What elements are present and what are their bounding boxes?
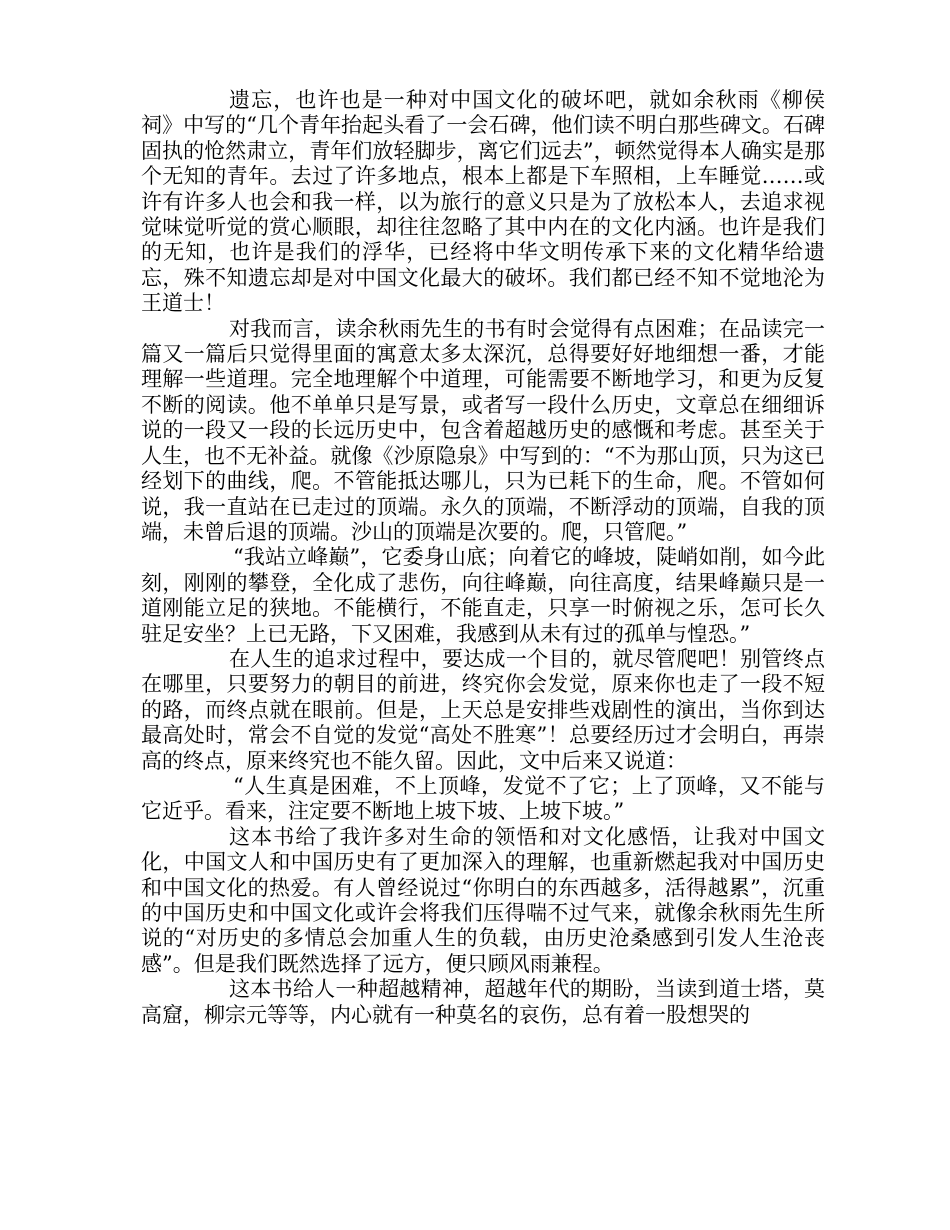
- paragraph-quote-life: “人生真是困难，不上顶峰，发觉不了它；上了顶峰，又不能与它近乎。看来，注定要不断地上坡下坡、上坡下坡。”: [141, 773, 825, 824]
- paragraph-pursuit: 在人生的追求过程中，要达成一个目的，就尽管爬吧！别管终点在哪里，只要努力的朝目的前进，终究你会发觉，原来你也走了一段不短的路，而终点就在眼前。但是，上天总是安排些戏剧性的演出，当你到达最高处时，常会不自觉的发觉“高处不胜寒”！总要经历过才会明白，再崇高的终点，原来终究也不能久留。因此，文中后来又说道：: [141, 646, 825, 773]
- paragraph-forgetting: 遗忘，也许也是一种对中国文化的破坏吧，就如余秋雨《柳侯祠》中写的“几个青年抬起头看了一会石碑，他们读不明白那些碑文。石碑固执的怆然肃立，青年们放轻脚步，离它们远去”，顿然觉得本人确实是那个无知的青年。去过了许多地点，根本上都是下车照相，上车睡觉……或许有许多人也会和我一样，以为旅行的意义只是为了放松本人，去追求视觉味觉听觉的赏心顺眼，却往往忽略了其中内在的文化内涵。也许是我们的无知，也许是我们的浮华，已经将中华文明传承下来的文化精华给遗忘，殊不知遗忘却是对中国文化最大的破坏。我们都已经不知不觉地沦为王道士！: [141, 88, 825, 316]
- paragraph-book-insight: 这本书给了我许多对生命的领悟和对文化感悟，让我对中国文化，中国文人和中国历史有了更加深入的理解，也重新燃起我对中国历史和中国文化的热爱。有人曾经说过“你明白的东西越多，活得越累”，沉重的中国历史和中国文化或许会将我们压得喘不过气来，就像余秋雨先生所说的“对历史的多情总会加重人生的负载，由历史沧桑感到引发人生沧丧感”。但是我们既然选择了远方，便只顾风雨兼程。: [141, 824, 825, 976]
- paragraph-transcendence: 这本书给人一种超越精神，超越年代的期盼，当读到道士塔，莫高窟，柳宗元等等，内心就有一种莫名的哀伤，总有着一股想哭的: [141, 977, 825, 1027]
- paragraph-reading-difficulty: 对我而言，读余秋雨先生的书有时会觉得有点困难；在品读完一篇又一篇后只觉得里面的寓意太多太深沉，总得要好好地细想一番，才能理解一些道理。完全地理解个中道理，可能需要不断地学习，和更为反复不断的阅读。他不单单只是写景，或者写一段什么历史，文章总在细细诉说的一段又一段的长远历史中，包含着超越历史的感慨和考虑。甚至关于人生，也不无补益。就像《沙原隐泉》中写到的：“不为那山顶，只为这已经划下的曲线，爬。不管能抵达哪儿，只为已耗下的生命，爬。不管如何说，我一直站在已走过的顶端。永久的顶端，不断浮动的顶端，自我的顶端，未曾后退的顶端。沙山的顶端是次要的。爬，只管爬。”: [141, 316, 825, 544]
- document-body: [141, 88, 825, 1028]
- paragraph-quote-peak: “我站立峰巅”，它委身山底；向着它的峰坡，陡峭如削，如今此刻，刚刚的攀登，全化成了悲伤，向往峰巅，向往高度，结果峰巅只是一道刚能立足的狭地。不能横行，不能直走，只享一时俯视之乐，怎可长久驻足安坐？上已无路，下又困难，我感到从未有过的孤单与惶恐。”: [141, 545, 825, 646]
